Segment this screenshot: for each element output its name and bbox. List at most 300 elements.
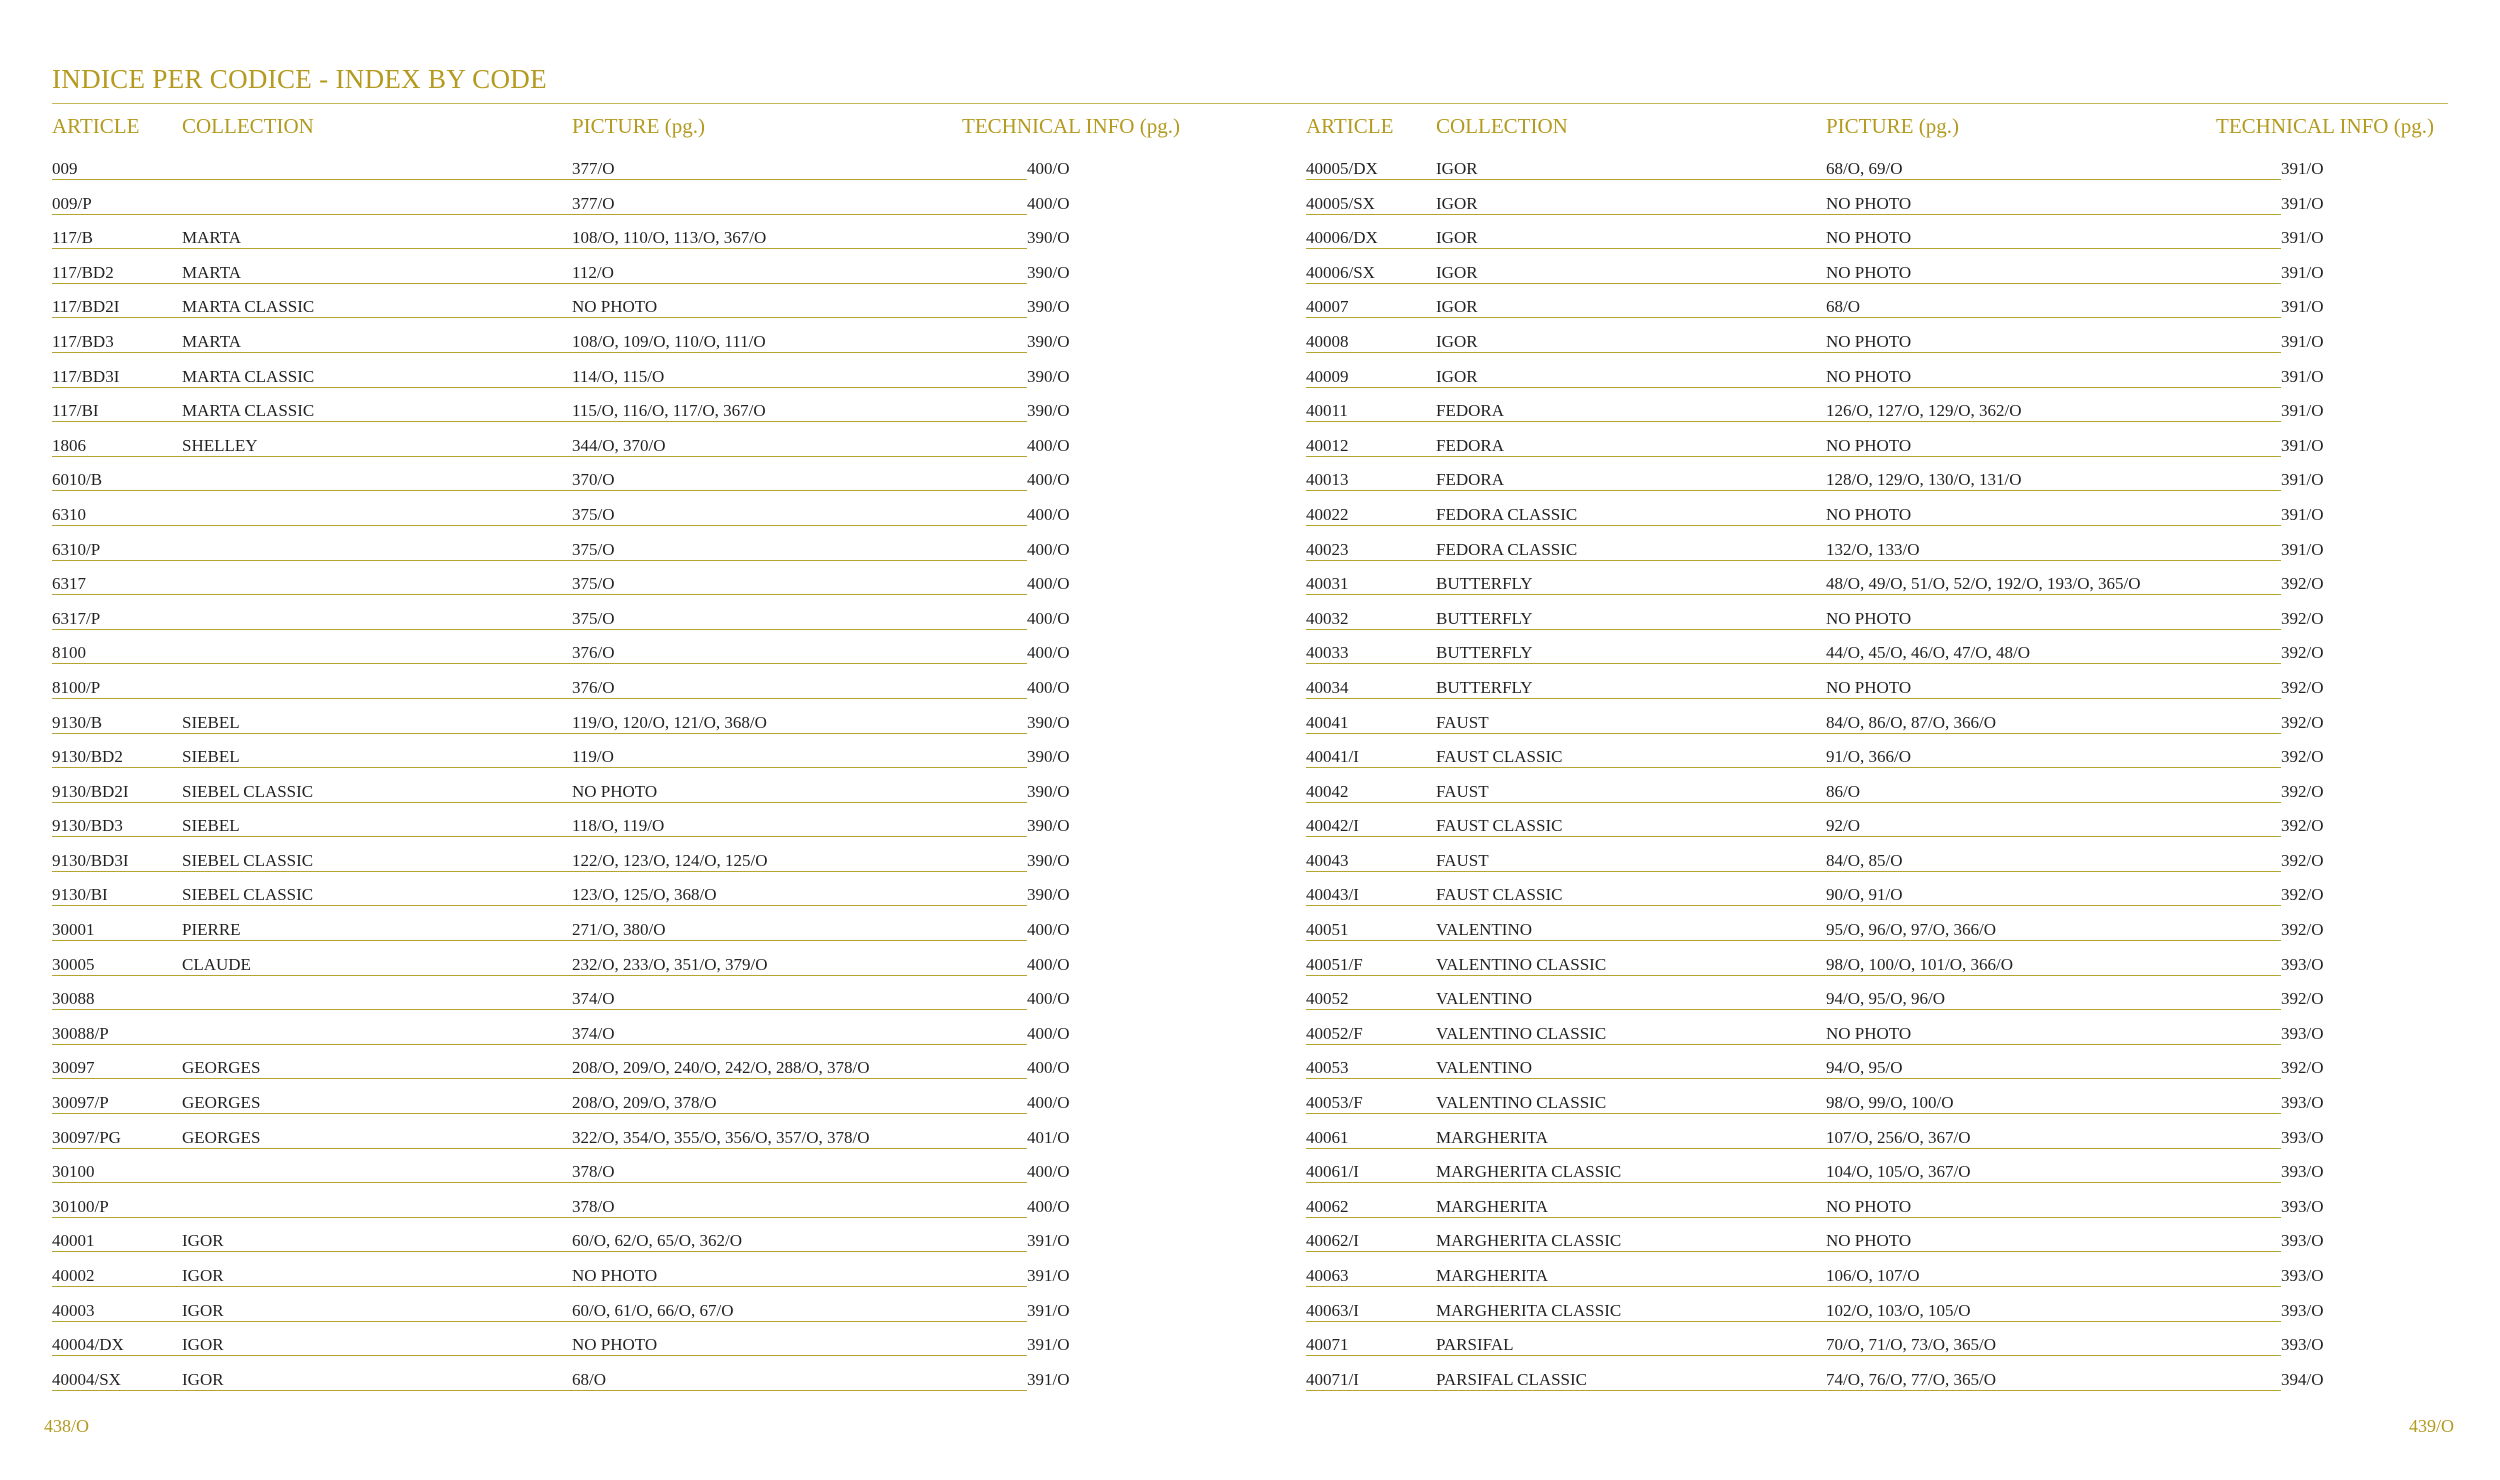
collection-name-cell — [1436, 1370, 1826, 1391]
article-code: 6310/P — [52, 539, 101, 559]
picture-pages: 344/O, 370/O — [572, 435, 666, 455]
index-row — [52, 1153, 1182, 1188]
article-code: 9130/BD3I — [52, 850, 129, 870]
article-code-cell — [1306, 228, 1436, 249]
article-code-cell — [1306, 747, 1436, 768]
index-row — [52, 911, 1182, 946]
technical-info-page: 400/O — [1027, 504, 1070, 524]
article-code: 40008 — [1306, 331, 1349, 351]
collection-name: VALENTINO — [1436, 989, 1533, 1009]
collection-name: SIEBEL — [182, 712, 240, 732]
index-row — [1306, 219, 2436, 254]
article-code-cell — [52, 263, 182, 284]
collection-name: VALENTINO CLASSIC — [1436, 1093, 1607, 1113]
picture-pages-cell — [1826, 782, 2281, 803]
technical-info-page: 400/O — [1027, 954, 1070, 974]
article-code: 40071/I — [1306, 1369, 1359, 1389]
picture-pages: NO PHOTO — [1826, 504, 1912, 524]
article-code-cell — [52, 1128, 182, 1149]
collection-name-cell — [1436, 367, 1826, 388]
picture-pages: 94/O, 95/O, 96/O — [1826, 989, 1945, 1009]
header-picture: PICTURE (pg.) — [1826, 114, 1959, 138]
technical-info-page-cell — [2281, 263, 2431, 283]
collection-name-cell — [182, 1370, 572, 1391]
technical-info-page: 400/O — [1027, 989, 1070, 1009]
index-row — [52, 669, 1182, 704]
index-row — [52, 254, 1182, 289]
article-code-cell — [52, 505, 182, 526]
index-row — [52, 1326, 1182, 1361]
index-row — [52, 946, 1182, 981]
article-code: 40001 — [52, 1231, 95, 1251]
collection-name-cell — [1436, 1301, 1826, 1322]
technical-info-page-cell — [1027, 885, 1177, 905]
collection-name — [182, 609, 183, 628]
collection-name-cell — [182, 1301, 572, 1322]
collection-name-cell — [1436, 643, 1826, 664]
picture-pages: NO PHOTO — [572, 781, 658, 801]
index-row — [52, 496, 1182, 531]
collection-name-cell — [182, 989, 572, 1010]
picture-pages: NO PHOTO — [1826, 262, 1912, 282]
collection-name-cell — [182, 920, 572, 941]
technical-info-page-cell — [1027, 228, 1177, 248]
picture-pages: NO PHOTO — [572, 1335, 658, 1355]
picture-pages: 375/O — [572, 608, 615, 628]
collection-name-cell — [1436, 1197, 1826, 1218]
article-code-cell — [52, 574, 182, 595]
picture-pages-cell — [572, 194, 1027, 215]
collection-name — [182, 1197, 183, 1216]
picture-pages: 128/O, 129/O, 130/O, 131/O — [1826, 470, 2022, 490]
technical-info-page-cell — [2281, 297, 2431, 317]
index-row — [52, 773, 1182, 808]
collection-name-cell — [1436, 747, 1826, 768]
header-article: ARTICLE — [1306, 114, 1394, 138]
collection-name: CLAUDE — [182, 954, 251, 974]
collection-name-cell — [182, 505, 572, 526]
technical-info-page: 400/O — [1027, 920, 1070, 940]
picture-pages-cell — [1826, 401, 2281, 422]
picture-pages: 70/O, 71/O, 73/O, 365/O — [1826, 1335, 1996, 1355]
collection-name: VALENTINO CLASSIC — [1436, 1023, 1607, 1043]
collection-name-cell — [1436, 1335, 1826, 1356]
article-code: 8100/P — [52, 677, 101, 697]
collection-name-cell — [182, 194, 572, 215]
index-row — [1306, 358, 2436, 393]
picture-pages-cell — [1826, 1128, 2281, 1149]
technical-info-page-cell — [2281, 713, 2431, 733]
collection-name-cell — [1436, 574, 1826, 595]
technical-info-page-cell — [1027, 540, 1177, 560]
article-code-cell — [1306, 1197, 1436, 1218]
page-number-left: 438/O — [44, 1416, 89, 1436]
collection-name — [182, 1024, 183, 1043]
article-code-cell — [1306, 1231, 1436, 1252]
technical-info-page: 391/O — [1027, 1266, 1070, 1285]
picture-pages: 374/O — [572, 989, 615, 1009]
collection-name-cell — [182, 713, 572, 734]
article-code-cell — [1306, 1301, 1436, 1322]
collection-name-cell — [182, 1024, 572, 1045]
technical-info-page: 391/O — [2281, 331, 2324, 351]
index-row — [52, 565, 1182, 600]
picture-pages: 126/O, 127/O, 129/O, 362/O — [1826, 401, 2022, 421]
collection-name: MARTA — [182, 331, 242, 351]
picture-pages: 119/O — [572, 747, 614, 767]
header-collection: COLLECTION — [182, 114, 314, 138]
index-row — [52, 358, 1182, 393]
article-code-cell — [1306, 574, 1436, 595]
article-code: 40031 — [1306, 574, 1349, 594]
picture-pages: NO PHOTO — [1826, 228, 1912, 248]
picture-pages: NO PHOTO — [1826, 366, 1912, 386]
technical-info-page: 393/O — [2281, 1300, 2324, 1320]
picture-pages: 122/O, 123/O, 124/O, 125/O — [572, 850, 768, 870]
article-code: 40022 — [1306, 504, 1349, 524]
index-row — [1306, 669, 2436, 704]
collection-name-cell — [182, 367, 572, 388]
index-row — [1306, 946, 2436, 981]
article-code: 40063 — [1306, 1266, 1349, 1285]
picture-pages-cell — [572, 920, 1027, 941]
picture-pages-cell — [1826, 920, 2281, 941]
technical-info-page-cell — [2281, 367, 2431, 387]
collection-name: MARGHERITA — [1436, 1127, 1548, 1147]
article-code: 117/BD3I — [52, 366, 120, 386]
technical-info-page: 400/O — [1027, 539, 1070, 559]
article-code: 40051/F — [1306, 954, 1363, 974]
technical-info-page: 391/O — [1027, 1300, 1070, 1320]
collection-name-cell — [182, 643, 572, 664]
collection-name: MARGHERITA CLASSIC — [1436, 1231, 1622, 1251]
collection-name-cell — [1436, 782, 1826, 803]
technical-info-page: 400/O — [1027, 1093, 1070, 1113]
picture-pages: 60/O, 62/O, 65/O, 362/O — [572, 1231, 742, 1251]
article-code: 40011 — [1306, 401, 1348, 421]
technical-info-page: 392/O — [2281, 677, 2324, 697]
article-code: 40034 — [1306, 677, 1349, 697]
collection-name: IGOR — [1436, 228, 1478, 248]
technical-info-page-cell — [1027, 332, 1177, 352]
article-code-cell — [1306, 816, 1436, 837]
technical-info-page-cell — [2281, 470, 2431, 490]
article-code-cell — [52, 436, 182, 457]
collection-name: FAUST CLASSIC — [1436, 885, 1563, 905]
picture-pages: 106/O, 107/O — [1826, 1266, 1920, 1285]
technical-info-page: 392/O — [2281, 1058, 2324, 1078]
article-code-cell — [1306, 989, 1436, 1010]
collection-name: IGOR — [182, 1369, 224, 1389]
article-code: 117/BD2 — [52, 262, 114, 282]
index-row — [52, 392, 1182, 427]
picture-pages: NO PHOTO — [1826, 331, 1912, 351]
article-code-cell — [1306, 1093, 1436, 1114]
collection-name-cell — [182, 332, 572, 353]
collection-name: SIEBEL — [182, 747, 240, 767]
article-code-cell — [1306, 263, 1436, 284]
article-code-cell — [52, 297, 182, 318]
technical-info-page-cell — [2281, 1231, 2431, 1251]
collection-name-cell — [182, 1335, 572, 1356]
collection-name-cell — [182, 1093, 572, 1114]
collection-name-cell — [182, 1128, 572, 1149]
collection-name-cell — [1436, 194, 1826, 215]
technical-info-page-cell — [2281, 228, 2431, 248]
article-code: 9130/BD2 — [52, 747, 123, 767]
collection-name — [182, 643, 183, 662]
article-code: 30097/P — [52, 1093, 109, 1113]
collection-name: BUTTERFLY — [1436, 643, 1533, 663]
article-code-cell — [52, 678, 182, 699]
picture-pages-cell — [1826, 228, 2281, 249]
picture-pages: 374/O — [572, 1023, 615, 1043]
technical-info-page-cell — [1027, 401, 1177, 421]
article-code: 40005/SX — [1306, 193, 1375, 213]
technical-info-page: 392/O — [2281, 747, 2324, 767]
article-code: 40032 — [1306, 608, 1349, 628]
technical-info-page: 401/O — [1027, 1127, 1070, 1147]
picture-pages-cell — [1826, 367, 2281, 388]
technical-info-page-cell — [2281, 1024, 2431, 1044]
collection-name-cell — [1436, 920, 1826, 941]
article-code: 30088/P — [52, 1023, 109, 1043]
technical-info-page: 391/O — [2281, 435, 2324, 455]
technical-info-page-cell — [1027, 851, 1177, 871]
collection-name-cell — [1436, 470, 1826, 491]
index-row — [52, 461, 1182, 496]
picture-pages-cell — [1826, 643, 2281, 664]
article-code-cell — [52, 1197, 182, 1218]
article-code-cell — [52, 920, 182, 941]
technical-info-page-cell — [2281, 194, 2431, 214]
article-code: 40003 — [52, 1300, 95, 1320]
picture-pages: 104/O, 105/O, 367/O — [1826, 1162, 1971, 1182]
collection-name: MARTA CLASSIC — [182, 366, 315, 386]
article-code: 9130/BD3 — [52, 816, 123, 836]
technical-info-page-cell — [2281, 678, 2431, 698]
picture-pages: 375/O — [572, 539, 615, 559]
article-code: 40004/DX — [52, 1335, 124, 1355]
technical-info-page: 393/O — [2281, 1023, 2324, 1043]
technical-info-page-cell — [1027, 609, 1177, 629]
picture-pages-cell — [1826, 851, 2281, 872]
article-code: 40043 — [1306, 850, 1349, 870]
picture-pages-cell — [1826, 1231, 2281, 1252]
article-code: 40041/I — [1306, 747, 1359, 767]
article-code-cell — [52, 470, 182, 491]
article-code-cell — [52, 1266, 182, 1287]
header-technical-info: TECHNICAL INFO (pg.) — [962, 114, 1180, 138]
index-row — [1306, 1119, 2436, 1154]
collection-name-cell — [182, 436, 572, 457]
article-code-cell — [1306, 505, 1436, 526]
article-code: 40042/I — [1306, 816, 1359, 836]
picture-pages: NO PHOTO — [572, 297, 658, 317]
article-code-cell — [1306, 1335, 1436, 1356]
picture-pages-cell — [1826, 989, 2281, 1010]
article-code-cell — [52, 747, 182, 768]
collection-name-cell — [182, 574, 572, 595]
collection-name-cell — [1436, 609, 1826, 630]
picture-pages-cell — [572, 505, 1027, 526]
picture-pages-cell — [572, 1370, 1027, 1391]
page-number-right: 439/O — [2409, 1416, 2454, 1436]
article-code-cell — [52, 885, 182, 906]
column-headers — [52, 114, 1182, 150]
article-code: 30097/PG — [52, 1127, 121, 1147]
article-code: 6317 — [52, 574, 86, 594]
index-row — [52, 288, 1182, 323]
collection-name-cell — [1436, 540, 1826, 561]
article-code: 40063/I — [1306, 1300, 1359, 1320]
technical-info-page: 391/O — [2281, 228, 2324, 248]
article-code-cell — [52, 1058, 182, 1079]
technical-info-page: 390/O — [1027, 781, 1070, 801]
article-code-cell — [1306, 713, 1436, 734]
collection-name: IGOR — [1436, 159, 1478, 178]
picture-pages: 48/O, 49/O, 51/O, 52/O, 192/O, 193/O, 365/O — [1826, 574, 2141, 594]
collection-name: PARSIFAL CLASSIC — [1436, 1369, 1588, 1389]
index-row — [52, 738, 1182, 773]
article-code-cell — [1306, 332, 1436, 353]
index-row — [52, 185, 1182, 220]
picture-pages-cell — [1826, 1301, 2281, 1322]
picture-pages-cell — [572, 228, 1027, 249]
technical-info-page-cell — [1027, 1162, 1177, 1182]
article-code: 009/P — [52, 193, 92, 213]
collection-name: VALENTINO — [1436, 920, 1533, 940]
collection-name-cell — [182, 816, 572, 837]
article-code: 117/B — [52, 228, 93, 248]
picture-pages-cell — [1826, 1058, 2281, 1079]
picture-pages: NO PHOTO — [1826, 435, 1912, 455]
index-row — [52, 427, 1182, 462]
article-code: 40052 — [1306, 989, 1349, 1009]
technical-info-page-cell — [2281, 1162, 2431, 1182]
technical-info-page-cell — [1027, 989, 1177, 1009]
technical-info-page-cell — [1027, 1335, 1177, 1355]
collection-name-cell — [182, 297, 572, 318]
article-code: 40053/F — [1306, 1093, 1363, 1113]
article-code: 40007 — [1306, 297, 1349, 317]
picture-pages: NO PHOTO — [1826, 1196, 1912, 1216]
article-code-cell — [1306, 609, 1436, 630]
collection-name — [182, 574, 183, 593]
index-row — [52, 150, 1182, 185]
technical-info-page-cell — [1027, 297, 1177, 317]
article-code: 9130/B — [52, 712, 103, 732]
article-code-cell — [1306, 1058, 1436, 1079]
technical-info-page: 392/O — [2281, 608, 2324, 628]
collection-name: FEDORA CLASSIC — [1436, 539, 1578, 559]
index-row — [1306, 876, 2436, 911]
technical-info-page: 392/O — [2281, 850, 2324, 870]
article-code: 40006/DX — [1306, 228, 1378, 248]
article-code: 6317/P — [52, 608, 101, 628]
picture-pages: 68/O, 69/O — [1826, 159, 1903, 178]
article-code-cell — [52, 955, 182, 976]
index-row — [52, 1188, 1182, 1223]
picture-pages-cell — [572, 470, 1027, 491]
technical-info-page-cell — [1027, 920, 1177, 940]
collection-name-cell — [182, 885, 572, 906]
collection-name: MARTA — [182, 228, 242, 248]
collection-name-cell — [1436, 851, 1826, 872]
article-code: 40005/DX — [1306, 159, 1378, 178]
technical-info-page-cell — [1027, 1370, 1177, 1390]
article-code: 40006/SX — [1306, 262, 1375, 282]
article-code-cell — [52, 851, 182, 872]
index-row — [52, 1049, 1182, 1084]
collection-name: BUTTERFLY — [1436, 677, 1533, 697]
collection-name — [182, 678, 183, 697]
index-row — [52, 842, 1182, 877]
collection-name-cell — [1436, 1231, 1826, 1252]
index-row — [1306, 288, 2436, 323]
technical-info-page-cell — [1027, 367, 1177, 387]
article-code-cell — [52, 332, 182, 353]
article-code: 117/BD3 — [52, 331, 114, 351]
article-code-cell — [1306, 920, 1436, 941]
article-code: 40009 — [1306, 366, 1349, 386]
collection-name-cell — [1436, 1024, 1826, 1045]
article-code: 9130/BI — [52, 885, 108, 905]
article-code-cell — [52, 1024, 182, 1045]
picture-pages-cell — [572, 989, 1027, 1010]
picture-pages-cell — [1826, 540, 2281, 561]
article-code: 40061 — [1306, 1127, 1349, 1147]
collection-name-cell — [1436, 1058, 1826, 1079]
technical-info-page: 392/O — [2281, 989, 2324, 1009]
picture-pages: 74/O, 76/O, 77/O, 365/O — [1826, 1369, 1996, 1389]
picture-pages-cell — [572, 782, 1027, 803]
index-row — [52, 1257, 1182, 1292]
technical-info-page: 391/O — [2281, 262, 2324, 282]
picture-pages: 44/O, 45/O, 46/O, 47/O, 48/O — [1826, 643, 2030, 663]
article-code: 40052/F — [1306, 1023, 1363, 1043]
picture-pages: 376/O — [572, 677, 615, 697]
technical-info-page-cell — [2281, 159, 2431, 179]
collection-name: BUTTERFLY — [1436, 608, 1533, 628]
picture-pages-cell — [1826, 263, 2281, 284]
collection-name: FAUST — [1436, 850, 1489, 870]
picture-pages-cell — [572, 332, 1027, 353]
collection-name: MARGHERITA — [1436, 1196, 1548, 1216]
article-code-cell — [52, 1162, 182, 1183]
picture-pages: NO PHOTO — [1826, 677, 1912, 697]
technical-info-page: 393/O — [2281, 1266, 2324, 1285]
collection-name-cell — [182, 609, 572, 630]
technical-info-page-cell — [2281, 1301, 2431, 1321]
article-code: 30001 — [52, 920, 95, 940]
picture-pages: 271/O, 380/O — [572, 920, 666, 940]
left-index-column — [52, 114, 1182, 1395]
picture-pages-cell — [1826, 747, 2281, 768]
technical-info-page: 400/O — [1027, 574, 1070, 594]
technical-info-page-cell — [2281, 782, 2431, 802]
picture-pages: 92/O — [1826, 816, 1860, 836]
technical-info-page-cell — [1027, 713, 1177, 733]
technical-info-page: 390/O — [1027, 401, 1070, 421]
picture-pages-cell — [572, 1128, 1027, 1149]
technical-info-page: 391/O — [2281, 297, 2324, 317]
picture-pages: 377/O — [572, 193, 615, 213]
technical-info-page-cell — [2281, 920, 2431, 940]
technical-info-page-cell — [1027, 1266, 1177, 1286]
picture-pages-cell — [572, 1231, 1027, 1252]
picture-pages: 378/O — [572, 1162, 615, 1182]
